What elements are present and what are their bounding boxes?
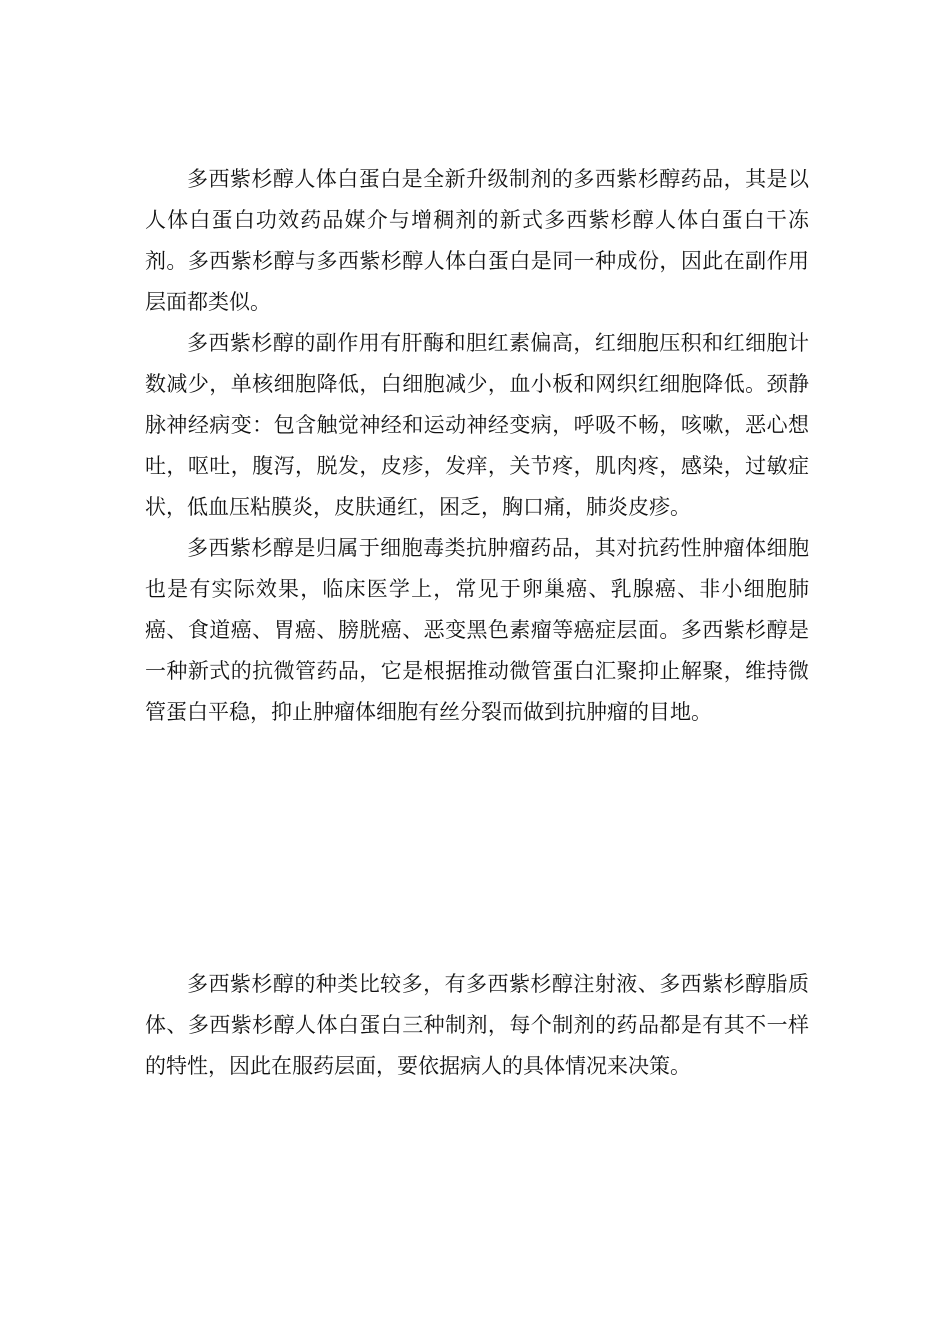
paragraph-side-effects: 多西紫杉醇的副作用有肝酶和胆红素偏高，红细胞压积和红细胞计数减少，单核细胞降低，白细胞减少，血小板和网织红细胞降低。颈静脉神经病变：包含触觉神经和运动神经变病，呼吸不畅，咳嗽，恶心想吐，呕吐，腹泻，脱发，皮疹，发痒，关节疼，肌肉疼，感染，过敏症状，低血压粘膜炎，皮肤通红，困乏，胸口痛，肺炎皮疹。: [145, 331, 809, 519]
paragraph-indications: 多西紫杉醇是归属于细胞毒类抗肿瘤药品，其对抗药性肿瘤体细胞也是有实际效果，临床医学上，常见于卵巢癌、乳腺癌、非小细胞肺癌、食道癌、胃癌、膀胱癌、恶变黑色素瘤等癌症层面。多西紫杉醇是一种新式的抗微管药品，它是根据推动微管蛋白汇聚抑止解聚，维持微管蛋白平稳，抑止肿瘤体细胞有丝分裂而做到抗肿瘤的目地。: [145, 536, 809, 724]
paragraph-formulations: 多西紫杉醇的种类比较多，有多西紫杉醇注射液、多西紫杉醇脂质体、多西紫杉醇人体白蛋白三种制剂，每个制剂的药品都是有其不一样的特性，因此在服药层面，要依据病人的具体情况来决策。: [145, 972, 809, 1078]
body-text-section-1: [145, 159, 809, 733]
body-text-section-2: [145, 964, 809, 1087]
paragraph-albumin-intro: 多西紫杉醇人体白蛋白是全新升级制剂的多西紫杉醇药品，其是以人体白蛋白功效药品媒介与增稠剂的新式多西紫杉醇人体白蛋白干冻剂。多西紫杉醇与多西紫杉醇人体白蛋白是同一种成份，因此在副作用层面都类似。: [145, 167, 809, 314]
